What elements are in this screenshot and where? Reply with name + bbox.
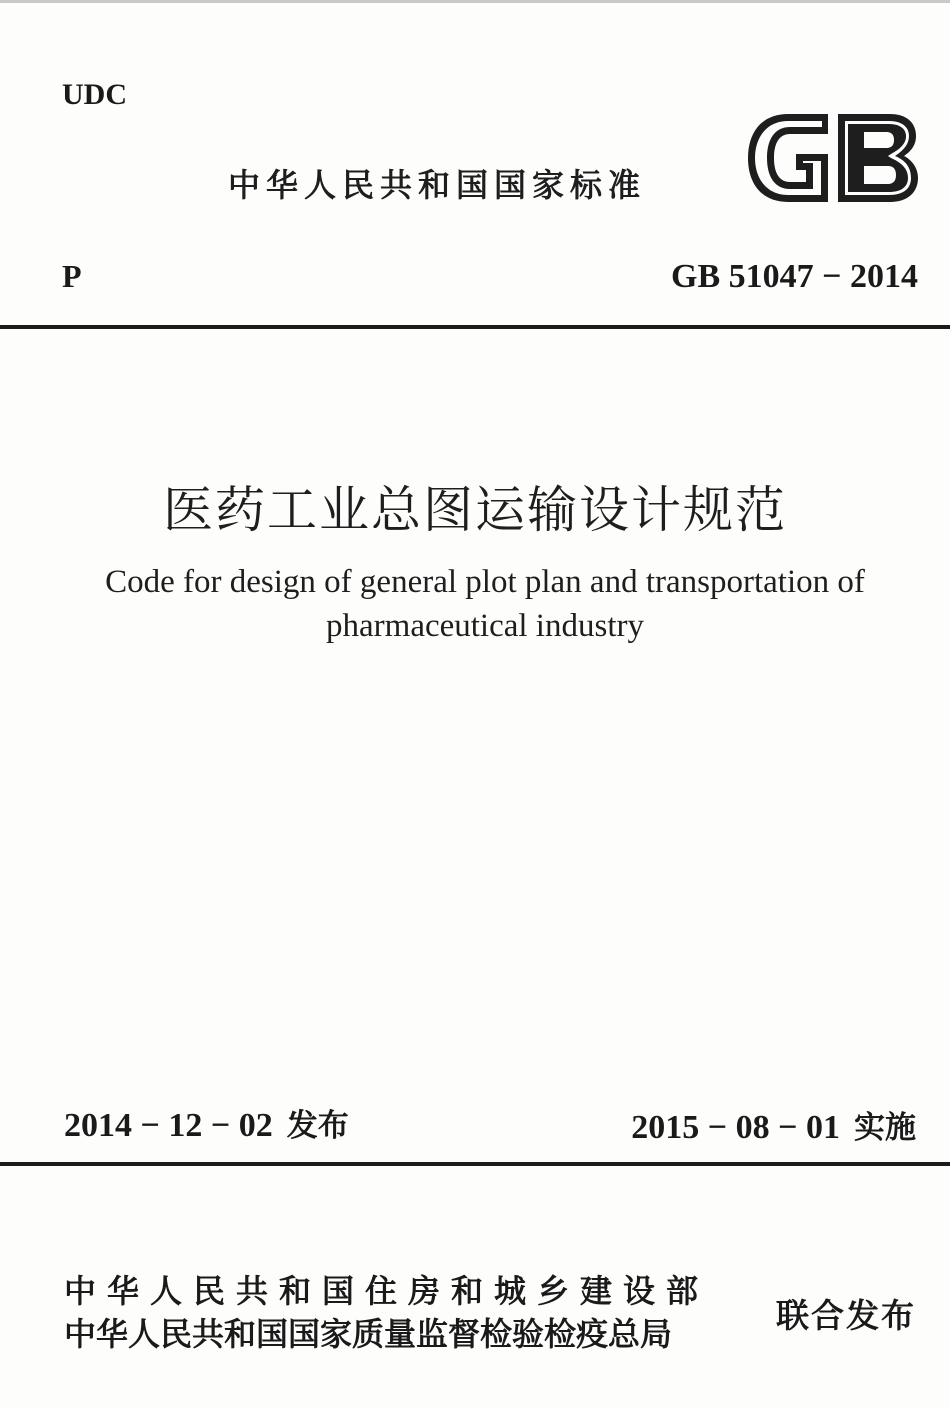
gb-logo-icon (744, 112, 920, 204)
bottom-divider (0, 1162, 950, 1166)
udc-label: UDC (62, 78, 127, 111)
top-edge-line (0, 0, 950, 3)
classification-code: P (62, 258, 82, 294)
issuer-aqsiq: 中华人民共和国国家质量监督检验检疫总局 (64, 1315, 673, 1353)
joint-issue-label: 联合发布 (776, 1296, 916, 1335)
issue-label: 发布 (286, 1108, 349, 1144)
title-english-line-1: Code for design of general plot plan and transportation of (105, 564, 865, 600)
standard-number: GB 51047 − 2014 (671, 258, 918, 295)
title-english-line-2: pharmaceutical industry (326, 608, 644, 644)
title-english (60, 560, 910, 648)
effective-date: 2015 − 08 − 01 (631, 1109, 840, 1146)
effective-date-block (631, 1102, 916, 1147)
issuer-ministry-housing: 中华人民共和国住房和城乡建设部 (64, 1272, 710, 1310)
title-chinese: 医药工业总图运输设计规范 (163, 481, 787, 539)
effective-label: 实施 (854, 1110, 916, 1146)
top-divider (0, 325, 950, 329)
issue-date: 2014 − 12 − 02 (64, 1107, 273, 1144)
issue-date-block (64, 1100, 349, 1145)
national-standard-heading: 中华人民共和国国家标准 (228, 166, 647, 204)
